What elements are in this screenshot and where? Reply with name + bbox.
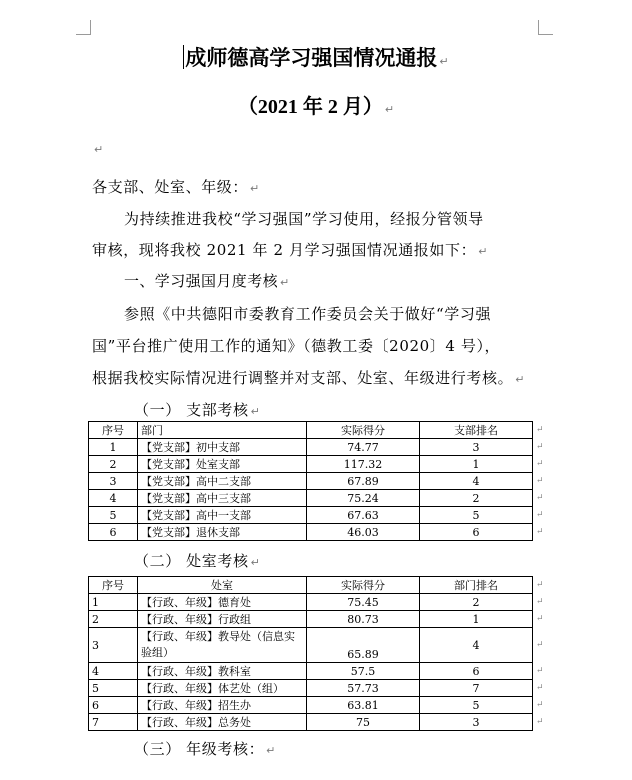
table-header-cell: 处室 [138,577,307,594]
table-row: 4 【行政、年级】教科室 57.5 6 ↵ [89,663,548,680]
margin-corner-top-right [538,20,553,35]
intro-line-2[interactable]: 审核，现将我校 2021 年 2 月学习强国情况通报如下： ↵ [92,241,489,259]
document-subtitle[interactable]: （2021 年 2 月） ↵ [237,96,395,118]
table-row: 5 【党支部】高中一支部 67.63 5 ↵ [89,507,548,524]
para-line-2[interactable]: 国”平台推广使用工作的通知》（德教工委〔2020〕4 号）， [92,337,501,355]
document-title[interactable]: 成师德高学习强国情况通报 ↵ [185,46,449,70]
table-row: 3 【行政、年级】教导处（信息实验组） 65.89 4 ↵ [89,628,548,663]
table-header-cell: 序号 [89,577,138,594]
para-line-1[interactable]: 参照《中共德阳市委教育工作委员会关于做好“学习强 [124,305,492,323]
table-row: 3 【党支部】高中二支部 67.89 4 ↵ [89,473,548,490]
table-header-cell: 实际得分 [307,422,420,439]
subsection-grade[interactable]: （三） 年级考核： ↵ [134,740,276,758]
row-end-mark: ↵ [536,579,544,590]
table-row: 7 【行政、年级】总务处 75 3 ↵ [89,714,548,731]
table-header-cell: 实际得分 [307,577,420,594]
table-row: 5 【行政、年级】体艺处（组） 57.73 7 ↵ [89,680,548,697]
intro-line-1[interactable]: 为持续推进我校“学习强国”学习使用，经报分管领导 [124,210,484,228]
table-row: 6 【党支部】退休支部 46.03 6 ↵ [89,524,548,541]
table-header-row [89,422,548,439]
table-row: 2 【行政、年级】行政组 80.73 1 ↵ [89,611,548,628]
table-row: 6 【行政、年级】招生办 63.81 5 ↵ [89,697,548,714]
row-end-mark: ↵ [536,424,544,435]
table-row: 2 【党支部】处室支部 117.32 1 ↵ [89,456,548,473]
para-line-3[interactable]: 根据我校实际情况进行调整并对支部、处室、年级进行考核。 ↵ [92,369,526,387]
table-row: 4 【党支部】高中三支部 75.24 2 ↵ [89,490,548,507]
margin-corner-top-left [76,20,91,35]
table-row: 1 【党支部】初中支部 74.77 3 ↵ [89,439,548,456]
office-table [88,576,548,731]
subsection-branch[interactable]: （一） 支部考核 ↵ [134,401,261,419]
table-header-cell: 序号 [89,422,138,439]
subsection-office[interactable]: （二） 处室考核 ↵ [134,552,261,570]
table-header-cell: 部门 [138,422,307,439]
branch-table [88,421,548,541]
section-heading-1[interactable]: 一、学习强国月度考核 ↵ [124,272,290,290]
table-row: 1 【行政、年级】德育处 75.45 2 ↵ [89,594,548,611]
table-header-cell: 部门排名 [420,577,533,594]
salutation[interactable]: 各支部、处室、年级： ↵ [92,178,260,196]
paragraph-mark: ↵ [94,143,104,156]
table-header-cell: 支部排名 [420,422,533,439]
table-header-row [89,577,548,594]
